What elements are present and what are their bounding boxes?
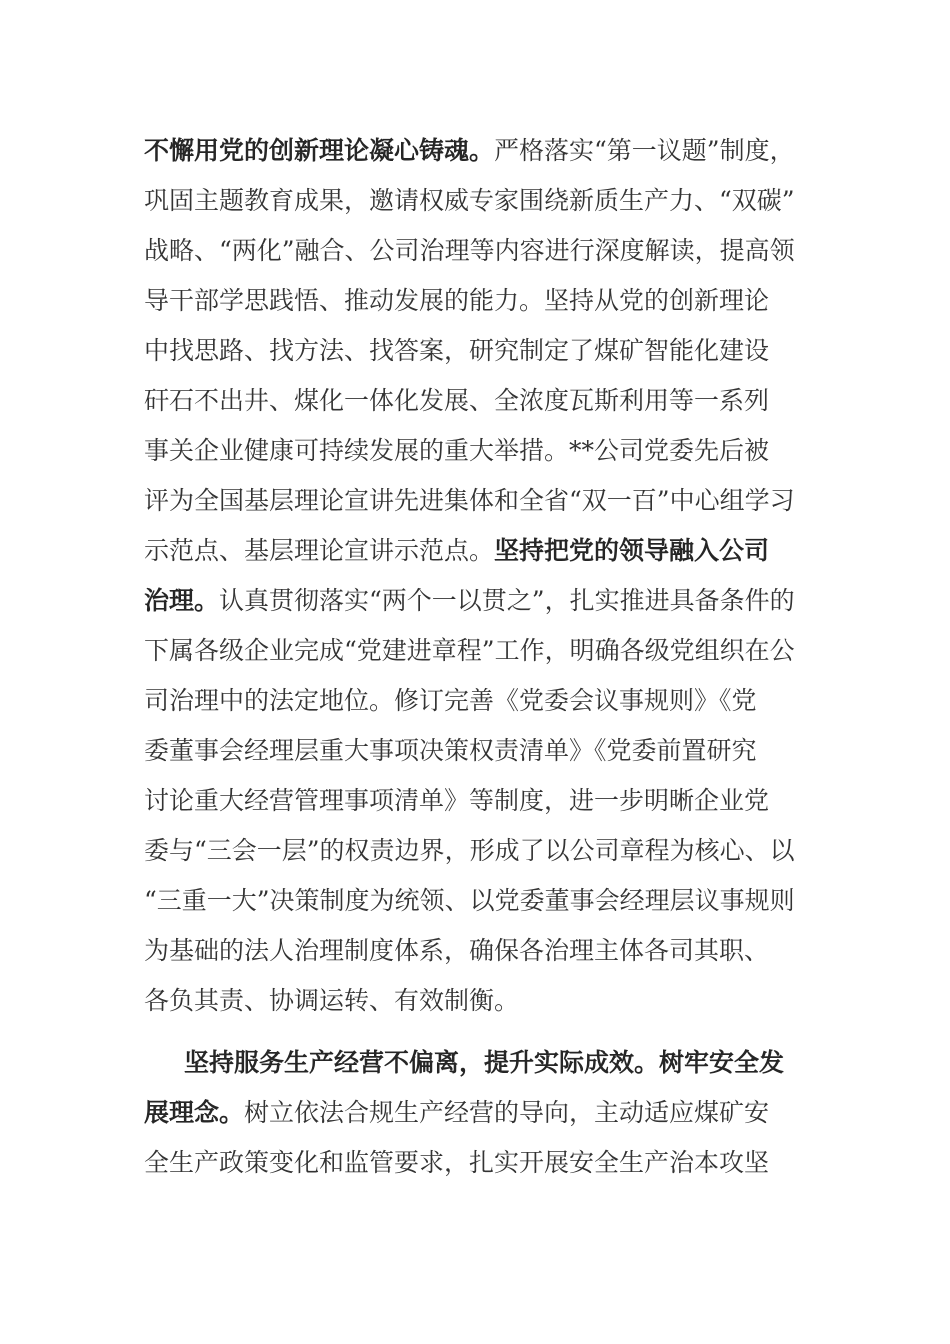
text-line (144, 126, 808, 176)
bold-heading: 治理。 (144, 586, 220, 615)
text-line (144, 576, 808, 626)
text-line: “三重一大”决策制度为统领、以党委董事会经理层议事规则 (144, 886, 795, 915)
text-line: 委董事会经理层重大事项决策权责清单》《党委前置研究 (144, 736, 757, 765)
paragraph-spacer (144, 1026, 808, 1038)
text-line: 中找思路、找方法、找答案，研究制定了煤矿智能化建设 (144, 336, 770, 365)
bold-heading: 坚持把党的领导融入公司 (494, 536, 770, 565)
bold-heading: 坚持服务生产经营不偏离，提升实际成效。树牢安全发 (184, 1048, 785, 1077)
text-line: 战略、“两化”融合、公司治理等内容进行深度解读，提高领 (144, 236, 795, 265)
text-line: 委与“三会一层”的权责边界，形成了以公司章程为核心、以 (144, 836, 795, 865)
text-line: 导干部学思践悟、推动发展的能力。坚持从党的创新理论 (144, 286, 770, 315)
line-text: 严格落实“第一议题”制度， (494, 136, 795, 165)
text-line: 评为全国基层理论宣讲先进集体和全省“双一百”中心组学习 (144, 486, 795, 515)
bold-heading: 展理念。 (144, 1098, 245, 1127)
text-line: 各负其责、协调运转、有效制衡。 (144, 986, 520, 1015)
text-line: 讨论重大经营管理事项清单》等制度，进一步明晰企业党 (144, 786, 770, 815)
text-line: 全生产政策变化和监管要求，扎实开展安全生产治本攻坚 (144, 1148, 770, 1177)
text-line (144, 1088, 808, 1138)
line-text: 示范点、基层理论宣讲示范点。 (144, 536, 495, 565)
text-line: 事关企业健康可持续发展的重大举措。**公司党委先后被 (144, 436, 770, 465)
document-body (144, 126, 808, 1188)
text-line: 下属各级企业完成“党建进章程”工作，明确各级党组织在公 (144, 636, 795, 665)
text-line (144, 526, 808, 576)
text-line (144, 1038, 808, 1088)
paragraph-1 (144, 126, 808, 1026)
line-text: 认真贯彻落实“两个一以贯之”，扎实推进具备条件的 (219, 586, 795, 615)
text-line: 巩固主题教育成果，邀请权威专家围绕新质生产力、“双碳” (144, 186, 795, 215)
paragraph-2 (144, 1038, 808, 1188)
text-line: 矸石不出井、煤化一体化发展、全浓度瓦斯利用等一系列 (144, 386, 770, 415)
line-text: 树立依法合规生产经营的导向，主动适应煤矿安 (244, 1098, 770, 1127)
text-line: 司治理中的法定地位。修订完善《党委会议事规则》《党 (144, 686, 757, 715)
text-line: 为基础的法人治理制度体系，确保各治理主体各司其职、 (144, 936, 770, 965)
bold-heading: 不懈用党的创新理论凝心铸魂。 (144, 136, 495, 165)
